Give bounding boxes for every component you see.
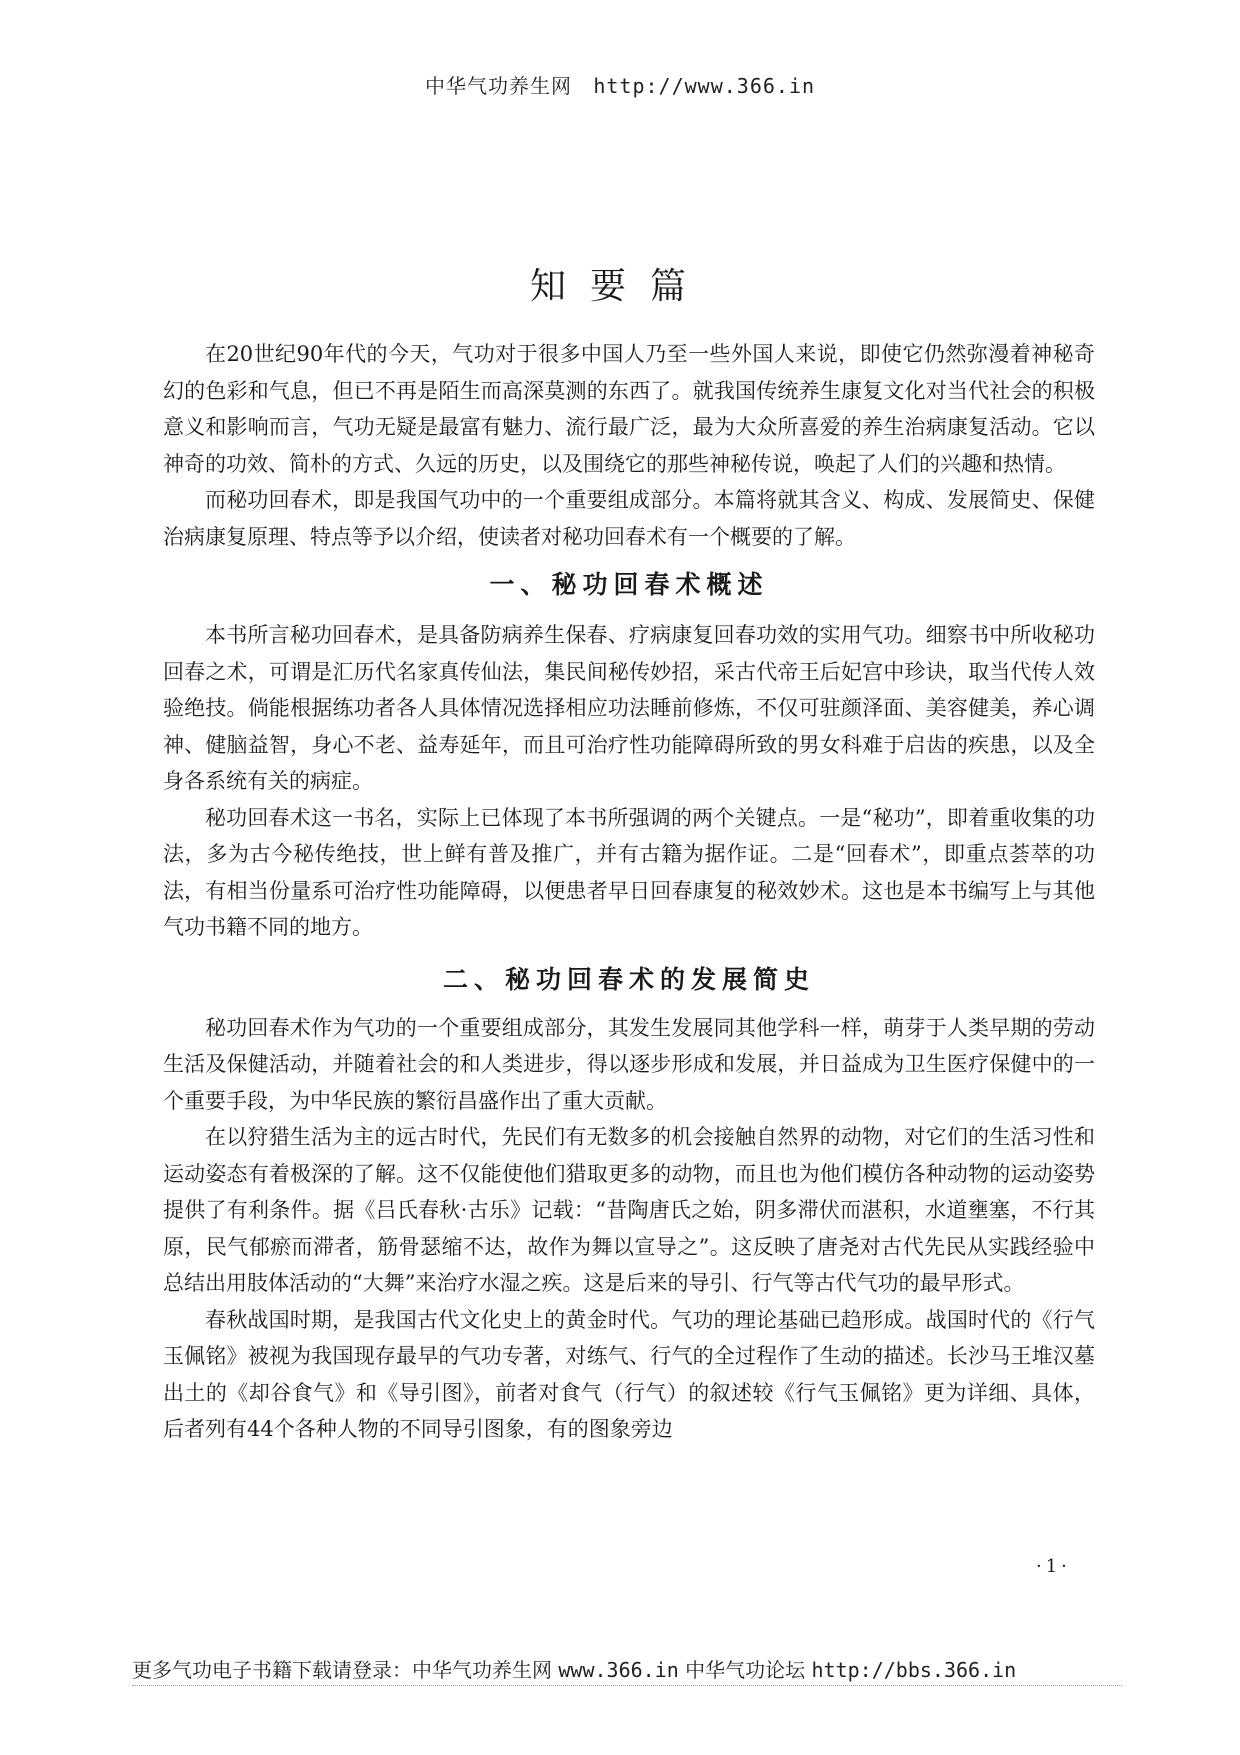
page-title: 知要篇 (529, 266, 710, 307)
intro-paragraph-1: 在20世纪90年代的今天，气功对于很多中国人乃至一些外国人来说，即使它仍然弥漫着神秘奇幻的色彩和气息，但已不再是陌生而高深莫测的东西了。就我国传统养生康复文化对当代社会的积极意义和影响而言，气功无疑是最富有魅力、流行最广泛，最为大众所喜爱的养生治病康复活动。它以神奇的功效、简朴的方式、久远的历史，以及围绕它的那些神秘传说，唤起了人们的兴趣和热情。 (163, 342, 1095, 476)
section-heading-history: 二、秘功回春术的发展简史 (442, 964, 815, 994)
footer-url-link[interactable]: www.366.in (558, 1658, 679, 1682)
section2-paragraph-1: 秘功回春术作为气功的一个重要组成部分，其发生发展同其他学科一样，萌芽于人类早期的劳动生活及保健活动，并随着社会的和人类进步，得以逐步形成和发展，并日益成为卫生医疗保健中的一个重要手段，为中华民族的繁衍昌盛作出了重大贡献。 (163, 1015, 1095, 1113)
footer-divider (132, 1685, 1122, 1686)
intro-paragraph-2: 而秘功回春术，即是我国气功中的一个重要组成部分。本篇将就其含义、构成、发展简史、保健治病康复原理、特点等予以介绍，使读者对秘功回春术有一个概要的了解。 (163, 488, 1095, 549)
header-url-link[interactable]: http://www.366.in (593, 74, 816, 98)
page-header (0, 70, 1240, 99)
section1-paragraph-1: 本书所言秘功回春术，是具备防病养生保春、疗病康复回春功效的实用气功。细察书中所收秘功回春之术，可谓是汇历代名家真传仙法，集民间秘传妙招，采古代帝王后妃宫中珍诀，取当代传人效验绝技。倘能根据练功者各人具体情况选择相应功法睡前修炼，不仅可驻颜泽面、美容健美，养心调神、健脑益智，身心不老、益寿延年，而且可治疗性功能障碍所致的男女科难于启齿的疾患，以及全身各系统有关的病症。 (163, 623, 1095, 793)
page-number: ·1· (1036, 1556, 1071, 1577)
section2-paragraph-3: 春秋战国时期，是我国古代文化史上的黄金时代。气功的理论基础已趋形成。战国时代的《行气玉佩铭》被视为我国现存最早的气功专著，对练气、行气的全过程作了生动的描述。长沙马王堆汉墓出土的《却谷食气》和《导引图》，前者对食气（行气）的叙述较《行气玉佩铭》更为详细、具体，后者列有44个各种人物的不同导引图象，有的图象旁边 (163, 1307, 1095, 1441)
page-footer (132, 1654, 1016, 1683)
footer-prefix: 更多气功电子书籍下载请登录：中华气功养生网 (132, 1658, 552, 1682)
footer-forum-link[interactable]: http://bbs.366.in (811, 1658, 1017, 1682)
footer-forum-name: 中华气功论坛 (685, 1658, 806, 1682)
header-site-name: 中华气功养生网 (424, 74, 572, 98)
section1-paragraph-2: 秘功回春术这一书名，实际上已体现了本书所强调的两个关键点。一是“秘功”，即着重收集的功法，多为古今秘传绝技，世上鲜有普及推广，并有古籍为据作证。二是“回春术”，即重点荟萃的功法，有相当份量系可治疗性功能障碍，以便患者早日回春康复的秘效妙术。这也是本书编写上与其他气功书籍不同的地方。 (163, 805, 1095, 939)
section-heading-overview: 一、秘功回春术概述 (489, 570, 769, 599)
section2-paragraph-2: 在以狩猎生活为主的远古时代，先民们有无数多的机会接触自然界的动物，对它们的生活习性和运动姿态有着极深的了解。这不仅能使他们猎取更多的动物，而且也为他们模仿各种动物的运动姿势提供了有利条件。据《吕氏春秋·古乐》记载：“昔陶唐氏之始，阴多滞伏而湛积，水道壅塞，不行其原，民气郁瘀而滞者，筋骨瑟缩不达，故作为舞以宣导之”。这反映了唐尧对古代先民从实践经验中总结出用肢体活动的“大舞”来治疗水湿之疾。这是后来的导引、行气等古代气功的最早形式。 (163, 1125, 1095, 1295)
page-body (163, 336, 1095, 1448)
